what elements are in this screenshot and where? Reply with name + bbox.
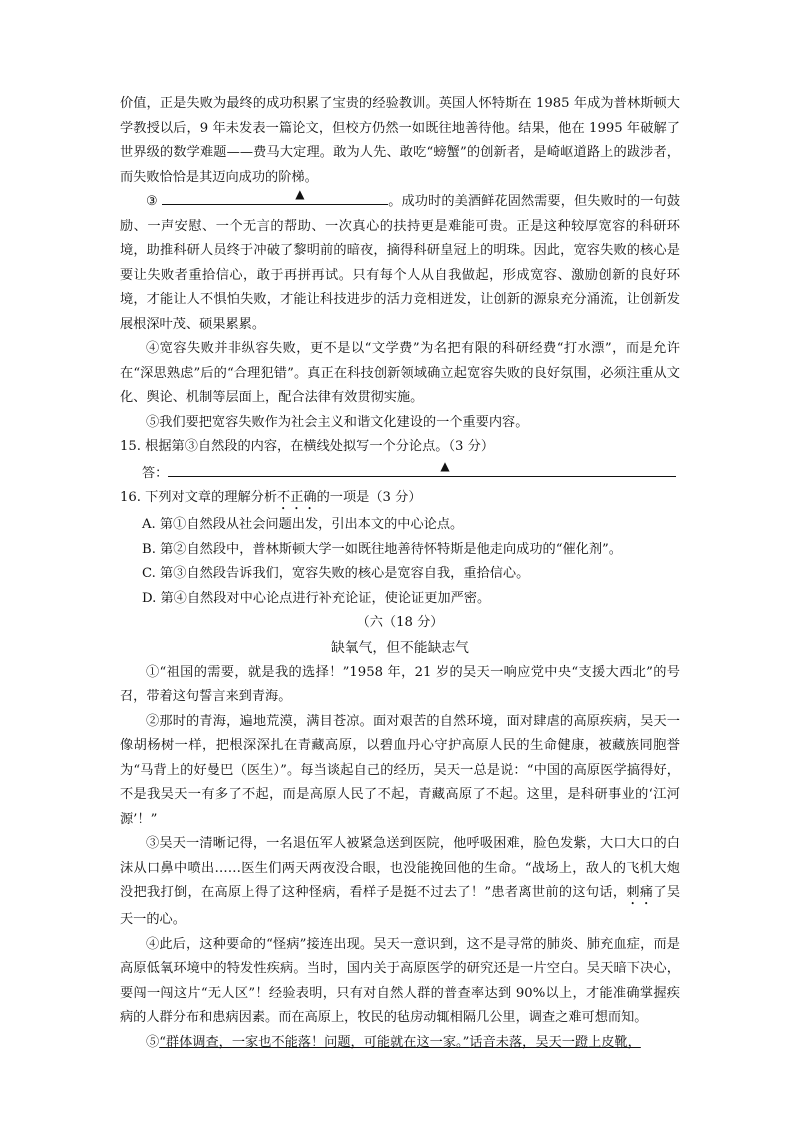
underlined-sentence: “群体调查，一家也不能落！问题，可能就在这一家。” [159, 1034, 470, 1050]
option-a: A. 第①自然段从社会问题出发，引出本文的中心论点。 [142, 517, 464, 532]
article-paragraph-4: ④此后，这种要命的“怪病”接连出现。吴天一意识到，这不是寻常的肺炎、肺充血症，而是高原低氧环境中的特发性疾病。当时，国内关于高原医学的研究还是一片空白。吴天暗下决心，要闯一闯这片“无人区”！经验表明，只有对自然人群的普查率达到 90%以上，才能准确掌握疾病的人群分布和患病因素。而在高原上，牧民的毡房动辄相隔几公里，调查之难可想而知。 [120, 936, 680, 1025]
paragraph-4: ④宽容失败并非纵容失败，更不是以“文学费”为名把有限的科研经费“打水漂”，而是允许在“深思熟虑”后的“合理犯错”。真正在科技创新领域确立起宽容失败的良好氛围，必须注重从文化、舆论、机制等层面上，配合法律有效贯彻实施。 [120, 341, 680, 405]
article-title: 缺氧气，但不能缺志气 [331, 639, 469, 656]
answer-blank [162, 187, 388, 205]
article-paragraph-1: ①“祖国的需要，就是我的选择！”1958 年，21 岁的吴天一响应党中央“支援大西北”的号召，带着这句誓言来到青海。 [120, 664, 680, 704]
triangle-marker-icon: ▲ [295, 187, 305, 201]
question-15-answer [120, 460, 680, 487]
option-b: B. 第②自然段中，普林斯顿大学一如既往地善待怀特斯是他走向成功的“催化剂”。 [142, 541, 622, 557]
question-16: 16. 下列对文章的理解分析不正确的一项是（3 分） [120, 490, 422, 505]
paragraph-3-text: 。成功时的美酒鲜花固然需要，但失败时的一句鼓励、一声安慰、一个无言的帮助、一次真心的扶持更是难能可贵。正是这种较厚宽容的科研环境，助推科研人员终于冲破了黎明前的暗夜，摘得科研皇冠上的明珠。因此，宽容失败的核心是要让失败者重拾信心，敢于再拼再试。只有每个人从自我做起，形成宽容、激励创新的良好环境，才能让人不惧怕失败，才能让科技进步的活力竞相迸发，让创新的源泉充分涌流，让创新发展根深叶茂、硕果累累。 [120, 194, 681, 332]
answer-label: 答： [142, 465, 169, 481]
document-body [120, 92, 680, 1055]
triangle-marker-icon: ▲ [440, 458, 450, 473]
paragraph-2-tail: 价值，正是失败为最终的成功积累了宝贵的经验教训。英国人怀特斯在 1985 年成为普林斯顿大学教授以后，9 年未发表一篇论文，但校方仍然一如既往地善待他。结果，他在 1995 年破解了世界级的数学难题——费马大定理。敢为人先、敢吃“螃蟹”的创新者，是崎岖道路上的跋涉者，而失败恰恰是其迈向成功的阶梯。 [120, 96, 680, 185]
article-paragraph-3: ③吴天一清晰记得，一名退伍军人被紧急送到医院，他呼吸困难，脸色发紫，大口大口的白沫从口鼻中喷出……医生们两天两夜没合眼，也没能挽回他的生命。“战场上，敌人的飞机大炮没把我打倒，在高原上得了这种怪病，看样子是挺不过去了！”患者离世前的这句话，刺痛了吴天一的心。 [120, 836, 681, 927]
section-label: （六（18 分） [356, 615, 444, 630]
option-d: D. 第④自然段对中心论点进行补充论证，使论证更加严密。 [142, 590, 491, 606]
paragraph-5: ⑤我们要把宽容失败作为社会主义和谐文化建设的一个重要内容。 [146, 414, 529, 430]
paragraph-3 [120, 187, 681, 337]
article-paragraph-2: ②那时的青海，遍地荒漠，满目苍凉。面对艰苦的自然环境，面对肆虐的高原疾病，吴天一像胡杨树一样，把根深深扎在青藏高原，以碧血丹心守护高原人民的生命健康，被藏族同胞誉为“马背上的好曼巴（医生）”。每当谈起自己的经历，吴天一总是说：“中国的高原医学搞得好，不是我吴天一有多了不起，而是高原人民了不起，青藏高原了不起。这里，是科研事业的‘江河源’！” [120, 713, 680, 827]
paragraph-3-marker: ③ [146, 194, 158, 209]
option-c: C. 第③自然段告诉我们，宽容失败的核心是宽容自我，重拾信心。 [142, 566, 530, 581]
emphasis-text: 不正确 [277, 490, 317, 505]
emphasis-text: 刺痛 [626, 885, 654, 900]
question-15: 15. 根据第③自然段的内容，在横线处拟写一个分论点。（3 分） [120, 439, 495, 454]
answer-line [168, 460, 676, 477]
article-paragraph-5: ⑤“群体调查，一家也不能落！问题，可能就在这一家。”话音未落，吴天一蹬上皮靴， [146, 1034, 641, 1050]
